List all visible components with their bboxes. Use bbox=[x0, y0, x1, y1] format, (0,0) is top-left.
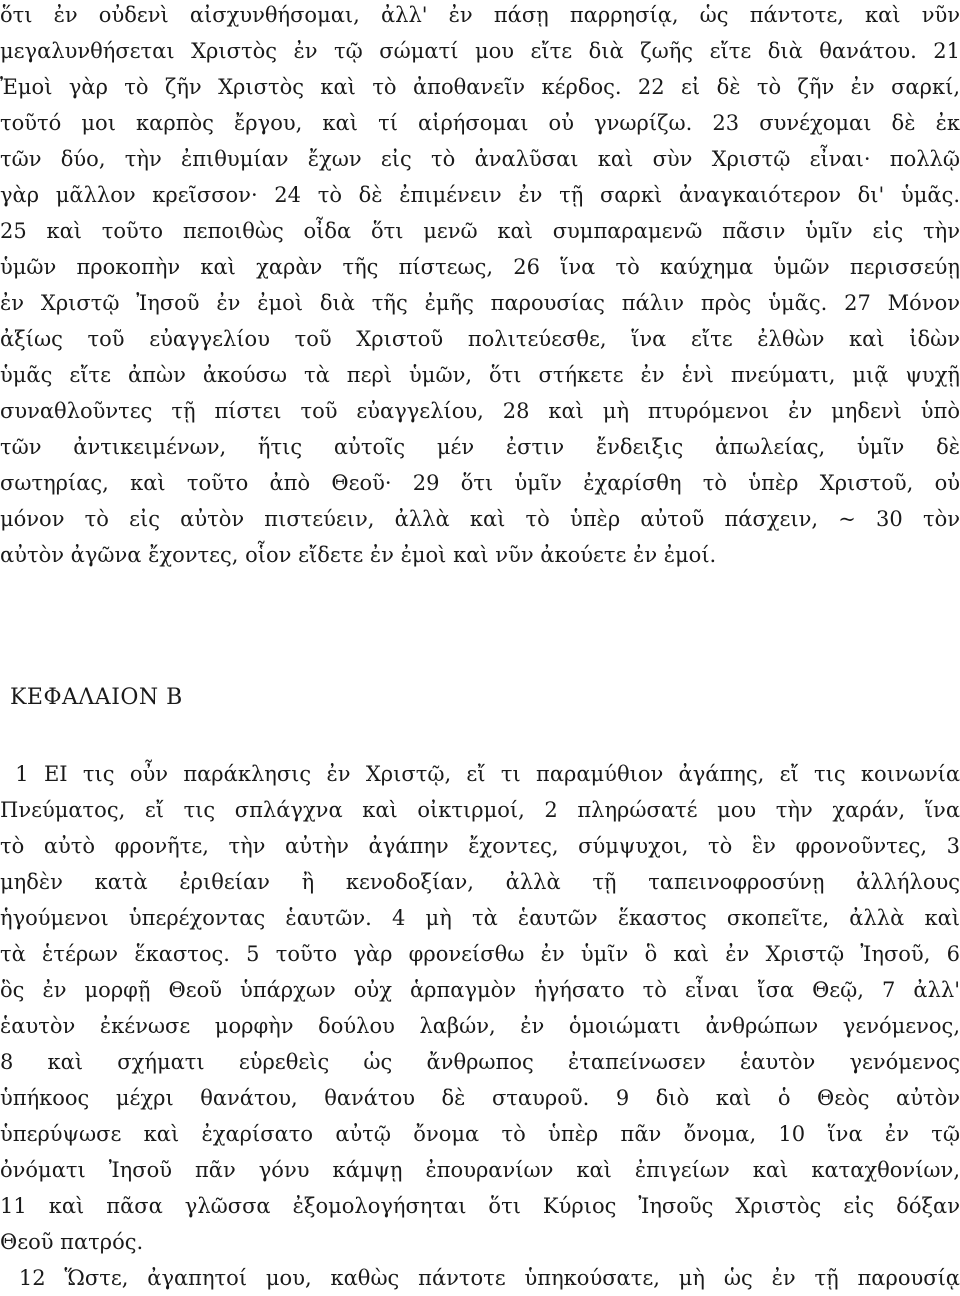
text-line: ἐν Χριστῷ Ἰησοῦ ἐν ἐμοὶ διὰ τῆς ἐμῆς παρουσίας πάλιν πρὸς ὑμᾶς. 27 Μόνον bbox=[0, 291, 960, 315]
chapter-heading: ΚΕΦΑΛΑΙΟΝ Β bbox=[10, 685, 183, 710]
text-line: ὑμῶν προκοπὴν καὶ χαρὰν τῆς πίστεως, 26 ἵνα τὸ καύχημα ὑμῶν περισσεύῃ bbox=[0, 255, 960, 279]
text-line: τὸ αὐτὸ φρονῆτε, τὴν αὐτὴν ἀγάπην ἔχοντες, σύμψυχοι, τὸ ἓν φρονοῦντες, 3 bbox=[0, 834, 960, 858]
text-line: τοῦτό μοι καρπὸς ἔργου, καὶ τί αἱρήσομαι οὐ γνωρίζω. 23 συνέχομαι δὲ ἐκ bbox=[0, 111, 960, 135]
text-line: τὰ ἑτέρων ἕκαστος. 5 τοῦτο γὰρ φρονείσθω ἐν ὑμῖν ὃ καὶ ἐν Χριστῷ Ἰησοῦ, 6 bbox=[0, 942, 960, 966]
text-line: ὀνόματι Ἰησοῦ πᾶν γόνυ κάμψῃ ἐπουρανίων καὶ ἐπιγείων καὶ καταχθονίων, bbox=[0, 1158, 960, 1182]
text-line: μόνον τὸ εἰς αὐτὸν πιστεύειν, ἀλλὰ καὶ τὸ ὑπὲρ αὐτοῦ πάσχειν, ~ 30 τὸν bbox=[0, 507, 960, 531]
text-line: αὐτὸν ἀγῶνα ἔχοντες, οἷον εἴδετε ἐν ἐμοὶ καὶ νῦν ἀκούετε ἐν ἐμοί. bbox=[0, 543, 717, 567]
text-line: τῶν δύο, τὴν ἐπιθυμίαν ἔχων εἰς τὸ ἀναλῦσαι καὶ σὺν Χριστῷ εἶναι· πολλῷ bbox=[0, 147, 960, 171]
text-line: 1 ΕΙ τις οὖν παράκλησις ἐν Χριστῷ, εἴ τι παραμύθιον ἀγάπης, εἴ τις κοινωνία bbox=[0, 762, 960, 786]
text-line: 12 Ὥστε, ἀγαπητοί μου, καθὼς πάντοτε ὑπηκούσατε, μὴ ὡς ἐν τῇ παρουσίᾳ bbox=[0, 1266, 960, 1290]
text-line: Ἐμοὶ γὰρ τὸ ζῆν Χριστὸς καὶ τὸ ἀποθανεῖν κέρδος. 22 εἰ δὲ τὸ ζῆν ἐν σαρκί, bbox=[0, 75, 960, 99]
text-line: 11 καὶ πᾶσα γλῶσσα ἐξομολογήσηται ὅτι Κύριος Ἰησοῦς Χριστὸς εἰς δόξαν bbox=[0, 1194, 960, 1218]
text-line: γὰρ μᾶλλον κρεῖσσον· 24 τὸ δὲ ἐπιμένειν ἐν τῇ σαρκὶ ἀναγκαιότερον δι' ὑμᾶς. bbox=[0, 183, 960, 207]
text-line: ὃς ἐν μορφῇ Θεοῦ ὑπάρχων οὐχ ἁρπαγμὸν ἡγήσατο τὸ εἶναι ἴσα Θεῷ, 7 ἀλλ' bbox=[0, 978, 960, 1002]
text-line: ἀξίως τοῦ εὐαγγελίου τοῦ Χριστοῦ πολιτεύεσθε, ἵνα εἴτε ἐλθὼν καὶ ἰδὼν bbox=[0, 327, 960, 351]
text-line: ἑαυτὸν ἐκένωσε μορφὴν δούλου λαβών, ἐν ὁμοιώματι ἀνθρώπων γενόμενος, bbox=[0, 1014, 960, 1038]
text-line: ὅτι ἐν οὐδενὶ αἰσχυνθήσομαι, ἀλλ' ἐν πάσῃ παρρησίᾳ, ὡς πάντοτε, καὶ νῦν bbox=[0, 3, 960, 27]
text-line: συναθλοῦντες τῇ πίστει τοῦ εὐαγγελίου, 28 καὶ μὴ πτυρόμενοι ἐν μηδενὶ ὑπὸ bbox=[0, 399, 960, 423]
text-line: τῶν ἀντικειμένων, ἥτις αὐτοῖς μέν ἐστιν ἔνδειξις ἀπωλείας, ὑμῖν δὲ bbox=[0, 435, 960, 459]
text-line: ἡγούμενοι ὑπερέχοντας ἑαυτῶν. 4 μὴ τὰ ἑαυτῶν ἕκαστος σκοπεῖτε, ἀλλὰ καὶ bbox=[0, 906, 960, 930]
text-line: ὑπερύψωσε καὶ ἐχαρίσατο αὐτῷ ὄνομα τὸ ὑπὲρ πᾶν ὄνομα, 10 ἵνα ἐν τῷ bbox=[0, 1122, 960, 1146]
text-line: 8 καὶ σχήματι εὑρεθεὶς ὡς ἄνθρωπος ἐταπείνωσεν ἑαυτὸν γενόμενος bbox=[0, 1050, 960, 1074]
text-line: σωτηρίας, καὶ τοῦτο ἀπὸ Θεοῦ· 29 ὅτι ὑμῖν ἐχαρίσθη τὸ ὑπὲρ Χριστοῦ, οὐ bbox=[0, 471, 960, 495]
text-line: ὑπήκοος μέχρι θανάτου, θανάτου δὲ σταυροῦ. 9 διὸ καὶ ὁ Θεὸς αὐτὸν bbox=[0, 1086, 960, 1110]
text-line: 25 καὶ τοῦτο πεποιθὼς οἶδα ὅτι μενῶ καὶ συμπαραμενῶ πᾶσιν ὑμῖν εἰς τὴν bbox=[0, 219, 960, 243]
text-line: Θεοῦ πατρός. bbox=[0, 1230, 144, 1254]
passage-philippians-1 bbox=[0, 0, 960, 573]
text-line: μεγαλυνθήσεται Χριστὸς ἐν τῷ σώματί μου εἴτε διὰ ζωῆς εἴτε διὰ θανάτου. 21 bbox=[0, 39, 960, 63]
text-line: ὑμᾶς εἴτε ἀπὼν ἀκούσω τὰ περὶ ὑμῶν, ὅτι στήκετε ἐν ἑνὶ πνεύματι, μιᾷ ψυχῇ bbox=[0, 363, 960, 387]
text-line: Πνεύματος, εἴ τις σπλάγχνα καὶ οἰκτιρμοί, 2 πληρώσατέ μου τὴν χαράν, ἵνα bbox=[0, 798, 960, 822]
text-line: μηδὲν κατὰ ἐριθείαν ἢ κενοδοξίαν, ἀλλὰ τῇ ταπεινοφροσύνῃ ἀλλήλους bbox=[0, 870, 960, 894]
passage-philippians-2 bbox=[0, 756, 960, 1296]
